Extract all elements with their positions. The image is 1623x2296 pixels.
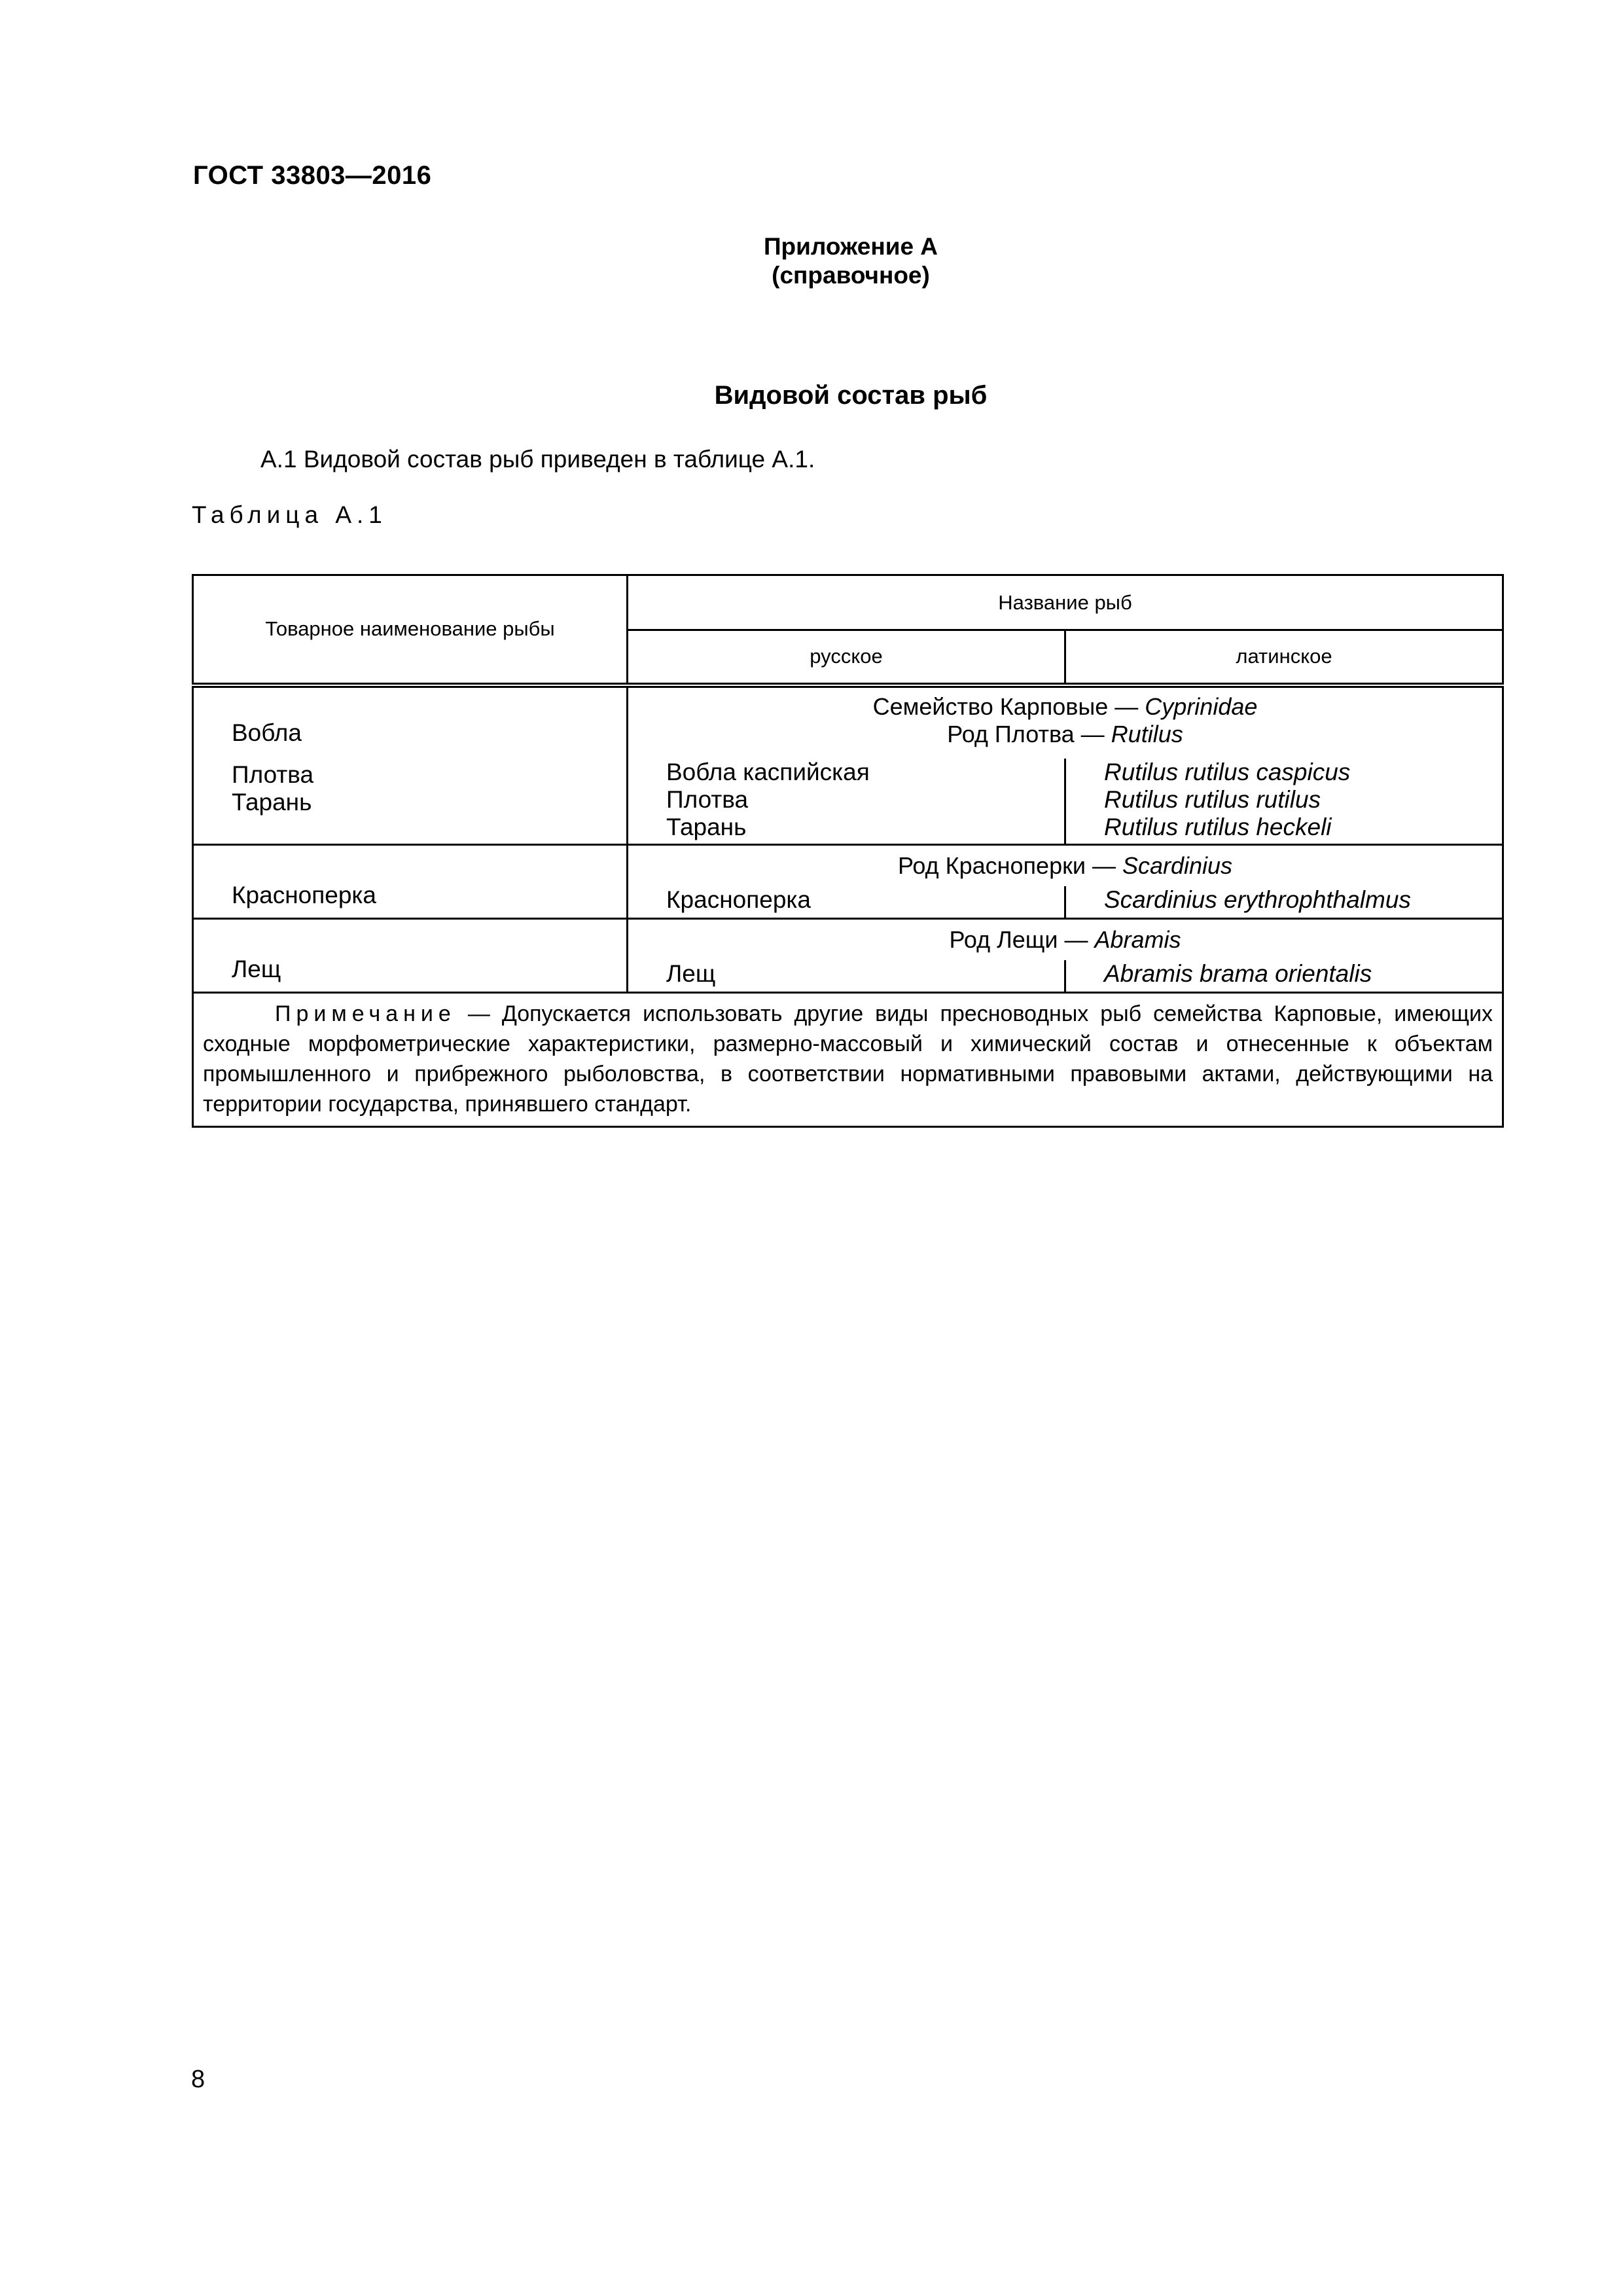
table-note [193, 992, 1503, 1126]
genus-label: Род Красноперки — Scardinius [897, 852, 1233, 879]
trade-name-cell [193, 918, 628, 992]
note-label: Примечание [275, 1001, 456, 1026]
russian-names-cell [628, 759, 1065, 845]
family-genus-cell [628, 685, 1503, 759]
latin-name: Rutilus rutilus rutilus [1104, 785, 1321, 813]
trade-name: Тарань [232, 788, 312, 816]
table-caption: Таблица А.1 [192, 501, 387, 528]
header-fish-name: Название рыб [628, 575, 1503, 630]
russian-name: Тарань [666, 813, 747, 840]
table-row [193, 685, 1503, 759]
latin-name: Abramis brama orientalis [1104, 960, 1372, 987]
table-row [193, 844, 1503, 886]
russian-names-cell [628, 886, 1065, 919]
latin-name: Rutilus rutilus heckeli [1104, 813, 1332, 840]
section-title: Видовой состав рыб [714, 381, 988, 410]
latin-names-cell [1065, 886, 1503, 919]
annex-title: Приложение А [763, 233, 938, 260]
trade-name-cell [193, 844, 628, 918]
latin-names-cell [1065, 759, 1503, 845]
family-label: Семейство Карповые — Cyprinidae [872, 692, 1258, 720]
trade-name: Лещ [232, 955, 281, 982]
standard-code: ГОСТ 33803—2016 [193, 161, 432, 190]
trade-name: Вобла [232, 719, 302, 746]
trade-name-cell [193, 685, 628, 845]
latin-names-cell [1065, 960, 1503, 993]
genus-cell [628, 844, 1503, 886]
header-trade-name: Товарное наименование рыбы [193, 575, 628, 685]
russian-name: Лещ [666, 960, 716, 987]
page-number: 8 [191, 2066, 205, 2093]
russian-name: Красноперка [666, 886, 811, 913]
latin-name: Scardinius erythrophthalmus [1104, 886, 1411, 913]
note-text: — Допускается использовать другие виды пресноводных рыб семейства Карповые, имеющих сходные морфометрические характеристики, размерно-массовый и химический состав и отнесенные к объектам промышленного и прибрежного рыболовства, в соответствии нормативными правовыми актами, действующими на территории государства, принявшего стандарт. [203, 1001, 1493, 1117]
trade-name: Красноперка [232, 881, 376, 908]
genus-label: Род Лещи — Abramis [949, 925, 1181, 953]
table-note-row [193, 992, 1503, 1126]
russian-names-cell [628, 960, 1065, 993]
genus-cell [628, 918, 1503, 960]
trade-name: Плотва [232, 761, 314, 788]
header-russian: русское [628, 630, 1065, 685]
fish-species-table [192, 574, 1504, 1128]
russian-name: Вобла каспийская [666, 758, 870, 785]
genus-label: Род Плотва — Rutilus [947, 720, 1183, 747]
table-row [193, 918, 1503, 960]
russian-name: Плотва [666, 785, 749, 813]
latin-name: Rutilus rutilus caspicus [1104, 758, 1351, 785]
header-latin: латинское [1065, 630, 1503, 685]
annex-kind: (справочное) [772, 262, 930, 289]
intro-paragraph: А.1 Видовой состав рыб приведен в таблице А.1. [260, 446, 815, 473]
